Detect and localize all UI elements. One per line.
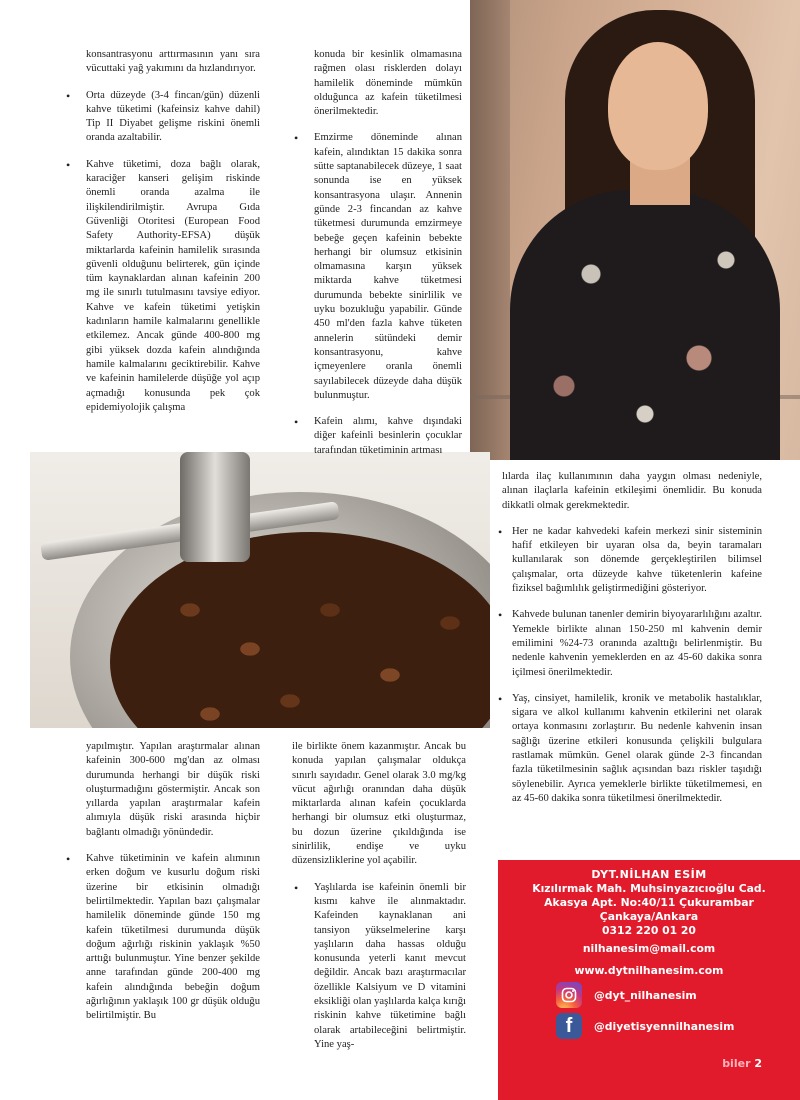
portrait-blouse	[510, 190, 780, 460]
facebook-icon: f	[556, 1013, 582, 1039]
bullet-item: • Yaşlılarda ise kafeinin önemli bir kısmı kahve ile alınmaktadır. Kafeinden kaynaklanan ani tansiyon yükselmelerine karşı yaşlıların daha hassas olduğu konusunda yeterli kanıt mevcut değildir. Ancak bazı araştırmacılar özellikle Kalsiyum ve D vitamini eksikliği olan yaşlılarda kalça kırığı riskinin kahve tüketimine bağlı olarak artabileceğini belirtmiştir. Yine yaş-	[292, 881, 466, 1053]
article-column-1	[64, 48, 260, 427]
bullet-item: • Kafein alımı, kahve dışındaki diğer kafeinli besinlerin çocuklar tarafından tüketiminin artması	[292, 415, 462, 458]
website-link[interactable]: www.dytnilhanesim.com	[574, 964, 724, 977]
dietitian-name: DYT.NİLHAN ESİM	[591, 868, 707, 881]
facebook-handle: @diyetisyennilhanesim	[594, 1019, 735, 1033]
article-column-2	[292, 48, 462, 470]
address-line: Akasya Apt. No:40/11 Çukurambar	[544, 896, 754, 909]
portrait-photo	[470, 0, 800, 460]
bullet-item: • Kahvede bulunan tanenler demirin biyoyararlılığını azaltır. Yemekle birlikte alınan 150-250 ml kahvenin demir emilimini %24-73 oranında azalttığı belirlenmiştir. Bu nedenle kahvenin yemeklerden en az 45-60 dakika sonra içilmesi önerilmektedir.	[502, 608, 762, 679]
article-column-3	[502, 470, 762, 818]
bullet-item: • Kahve tüketimi, doza bağlı olarak, karaciğer kanseri gelişim riskinde önemli oranda azalma ile ilişkilendirilmiştir. Avrupa Gıda Güvenliği Otoritesi (European Food Safety Authority-EFSA) düşük miktarlarda kafeinin hamilelik sırasında güvenli olduğunu belirterek, gün içinde tüm kaynaklardan alınan kafeinin 200 mg ile sınırlı tutulmasını tavsiye ediyor. Kahve ve kafein tüketimi yetişkin kadınların hamile kalmalarını genellikle etkilemez. Ancak günde 400-800 mg gibi yüksek dozda kafein alındığında hamile kalmalarını geciktirebilir. Kahve ve kafeinin hamilelerde düşüğe yol açıp açmadığı konusunda pek çok epidemiyolojik çalışma	[64, 158, 260, 415]
phone-number[interactable]: 0312 220 01 20	[602, 924, 696, 937]
coffee-grinder-photo	[30, 452, 490, 728]
article-column-5	[292, 740, 466, 1064]
address-block	[498, 882, 800, 938]
instagram-contact[interactable]	[556, 981, 697, 1009]
paragraph: yapılmıştır. Yapılan araştırmalar alınan kafeinin 300-600 mg'dan az olması durumunda herhangi bir düşük riski oluşturmadığını göstermiştir. Ancak son yıllarda yapılan araştırmalar kafein alımıyla düşük riski arasında hiçbir bağlantı olmadığı yönündedir.	[86, 741, 260, 838]
page-footer	[722, 1057, 762, 1070]
instagram-icon	[556, 982, 582, 1008]
portrait-background-beam	[470, 0, 510, 460]
address-line: Çankaya/Ankara	[599, 910, 699, 923]
paragraph: konuda bir kesinlik olmamasına rağmen olası risklerden dolayı hamilelik döneminde mümkün olduğunca az kafein tüketilmesi önerilmektedir.	[314, 49, 462, 118]
paragraph: lılarda ilaç kullanımının daha yaygın olması nedeniyle, alınan ilaçlarla kafeinin etkileşimi önemlidir. Bu konuda dikkatli olmak gerekmektedir.	[502, 471, 762, 511]
paragraph: konsantrasyonu arttırmasının yanı sıra vücuttaki yağ yakımını da hızlandırıyor.	[86, 49, 260, 75]
address-line: Kızılırmak Mah. Muhsinyazıcıoğlu Cad.	[532, 882, 766, 895]
bullet-item: • Yaş, cinsiyet, hamilelik, kronik ve metabolik hastalıklar, sigara ve alkol kullanımı kahvenin etkilerini net olarak ortaya konmasını zorlaştırır. Bu nedenle kahvenin insan sağlığı üzerine etkileri konusunda çelişkili bulgulara rastlamak mümkün. Genel olarak günde 2-3 fincandan fazla tüketilmesinin sağlık açısından bazı riskler taşıdığı söylenebilir. Ayrıca yemeklerle birlikte tüketilmemesi, en az 45-60 dakika sonra tüketilmesi önerilmektedir.	[502, 692, 762, 806]
instagram-handle: @dyt_nilhanesim	[594, 988, 697, 1002]
page-number: 2	[754, 1057, 762, 1070]
portrait-face	[608, 42, 708, 170]
article-column-4	[64, 740, 260, 1036]
bullet-item: • Her ne kadar kahvedeki kafein merkezi sinir sisteminin hafif etkileyen bir uyaran olsa da, beyin taramaları kullanılarak son dönemde gerçekleştirilen bilimsel çalışmalar, orta düzeyde kahve tüketenlerin kafeine fiziksel bağımlılık geliştirmediğini gösteriyor.	[502, 525, 762, 596]
bullet-item: • Emzirme döneminde alınan kafein, alındıktan 15 dakika sonra sütte saptanabilecek düzeye, 1 saat sonunda ise en yüksek konsantrasyona ulaşır. Annenin günde 2-3 fincandan az kahve tüketmesi durumunda emzirmeye bebeğe geçen kafeinin bebekte herhangi bir olumsuz etkisinin olmamasına karşın yüksek miktarda kahve tüketmesi durumunda bebekte sinirlilik ve uyku bozukluğu yapabilir. Günde 450 ml'den fazla kahve tüketen annelerin sütündeki demir konsantrasyonu, kahve içmeyenlere oranla önemli sayılabilecek düzeyde daha düşük bulunmuştur.	[292, 131, 462, 403]
email-address[interactable]: nilhanesim@mail.com	[582, 942, 716, 955]
magazine-brand: biler	[722, 1057, 751, 1070]
facebook-contact[interactable]	[556, 1012, 734, 1040]
paragraph: ile birlikte önem kazanmıştır. Ancak bu konuda yapılan çalışmalar oldukça sınırlı sayıdadır. Genel olarak 3.0 mg/kg vücut ağırlığı oranından daha düşük miktarlarda alınan kafein çocuklarda herhangi bir olumsuz etki oluşturmaz, bu dozun üzerine çıkıldığında ise sinirlilik, endişe ve uyku düzensizliklerine yol açabilir.	[292, 741, 466, 867]
bullet-item: • Orta düzeyde (3-4 fincan/gün) düzenli kahve tüketimi (kafeinsiz kahve dahil) Tip II Diyabet gelişme riskini önemli oranda azaltabilir.	[64, 89, 260, 146]
grinder-shaft	[180, 452, 250, 562]
bullet-item: • Kahve tüketiminin ve kafein alımının erken doğum ve kusurlu doğum riski üzerine bir etkisinin olmadığı belirtilmektedir. Yapılan bazı çalışmalar hamilelik döneminde günde 150 mg kafein tüketilmesi durumunda düşük doğum ağırlığı riskinin yaklaşık %50 arttığı bulunmuştur. Yine benzer şekilde anne tarafından günde 200-400 mg kafein alındığında bebeğin doğum ağırlığının yaklaşık 100 gr düşük olduğu belirtilmiştir. Bu	[64, 852, 260, 1024]
